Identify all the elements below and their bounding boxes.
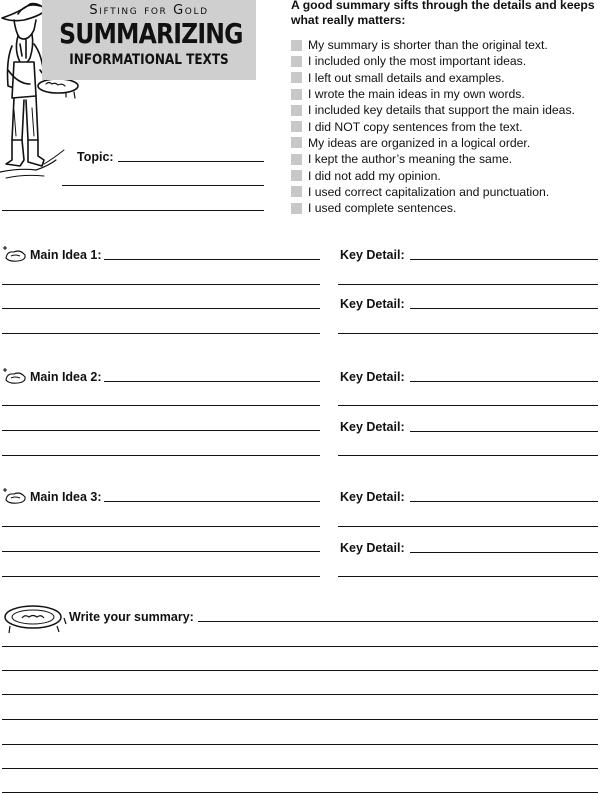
checklist-item[interactable]: My ideas are organized in a logical order. [291,135,575,151]
checkbox[interactable] [291,40,302,51]
main-idea-1-line[interactable] [104,259,320,260]
key-detail-label: Key Detail: [340,248,405,262]
main-idea-2-line[interactable] [104,381,320,382]
summary-line[interactable] [2,719,598,720]
key-detail-label: Key Detail: [340,490,405,504]
checklist-item[interactable]: I left out small details and examples. [291,70,575,86]
checkbox[interactable] [291,154,302,165]
summary-label: Write your summary: [69,610,194,624]
summary-line[interactable] [2,646,598,647]
main-idea-3-label: Main Idea 3: [30,490,102,504]
key-detail-line[interactable] [338,455,598,456]
main-idea-2-line[interactable] [2,455,320,456]
key-detail-line[interactable] [410,381,598,382]
key-detail-line[interactable] [410,552,598,553]
topic-line[interactable] [2,210,264,211]
main-idea-3-line[interactable] [2,576,320,577]
summary-line[interactable] [2,744,598,745]
checkbox[interactable] [291,203,302,214]
checklist-item[interactable]: I did NOT copy sentences from the text. [291,118,575,134]
title-banner [42,0,256,80]
key-detail-label: Key Detail: [340,420,405,434]
worksheet-subtitle: Sifting for Gold [89,3,209,18]
checklist [291,37,575,216]
key-detail-line[interactable] [410,501,598,502]
checklist-item[interactable]: I kept the author’s meaning the same. [291,151,575,167]
key-detail-line[interactable] [410,431,598,432]
checklist-item[interactable]: I used correct capitalization and punctuation. [291,184,575,200]
worksheet-title: SUMMARIZING [59,17,243,50]
topic-label: Topic: [77,150,114,164]
checkbox[interactable] [291,89,302,100]
checklist-item[interactable]: I did not add my opinion. [291,167,575,183]
main-idea-2-line[interactable] [2,405,320,406]
checkbox[interactable] [291,170,302,181]
key-detail-line[interactable] [338,576,598,577]
key-detail-line[interactable] [338,405,598,406]
main-idea-1-label: Main Idea 1: [30,248,102,262]
checklist-item[interactable]: My summary is shorter than the original text. [291,37,575,53]
checkbox[interactable] [291,56,302,67]
key-detail-label: Key Detail: [340,370,405,384]
checkbox[interactable] [291,137,302,148]
checkbox[interactable] [291,121,302,132]
key-detail-line[interactable] [338,284,598,285]
key-detail-line[interactable] [338,333,598,334]
gold-pan-icon [2,600,68,640]
key-detail-label: Key Detail: [340,297,405,311]
main-idea-2-line[interactable] [2,430,320,431]
worksheet-tagline: INFORMATIONAL TEXTS [69,52,229,68]
key-detail-line[interactable] [410,308,598,309]
main-idea-1-line[interactable] [2,308,320,309]
checklist-item[interactable]: I used complete sentences. [291,200,575,216]
checklist-intro: A good summary sifts through the details and keeps what really matters: [291,0,595,27]
main-idea-3-line[interactable] [2,551,320,552]
topic-line[interactable] [118,161,264,162]
checklist-item[interactable]: I included only the most important ideas. [291,53,575,69]
summary-line[interactable] [198,621,598,622]
checklist-item[interactable]: I included key details that support the main ideas. [291,102,575,118]
gold-nugget-icon [3,366,29,386]
main-idea-3-line[interactable] [104,501,320,502]
main-idea-1-line[interactable] [2,284,320,285]
main-idea-3-line[interactable] [2,526,320,527]
main-idea-1-line[interactable] [2,333,320,334]
key-detail-line[interactable] [338,526,598,527]
key-detail-line[interactable] [410,259,598,260]
topic-line[interactable] [62,185,264,186]
checkbox[interactable] [291,186,302,197]
checkbox[interactable] [291,72,302,83]
gold-nugget-icon [3,486,29,506]
key-detail-label: Key Detail: [340,541,405,555]
checkbox[interactable] [291,105,302,116]
summary-line[interactable] [2,792,598,793]
checklist-item[interactable]: I wrote the main ideas in my own words. [291,86,575,102]
summary-line[interactable] [2,670,598,671]
summary-line[interactable] [2,694,598,695]
gold-nugget-icon [3,244,29,264]
main-idea-2-label: Main Idea 2: [30,370,102,384]
summary-line[interactable] [2,768,598,769]
